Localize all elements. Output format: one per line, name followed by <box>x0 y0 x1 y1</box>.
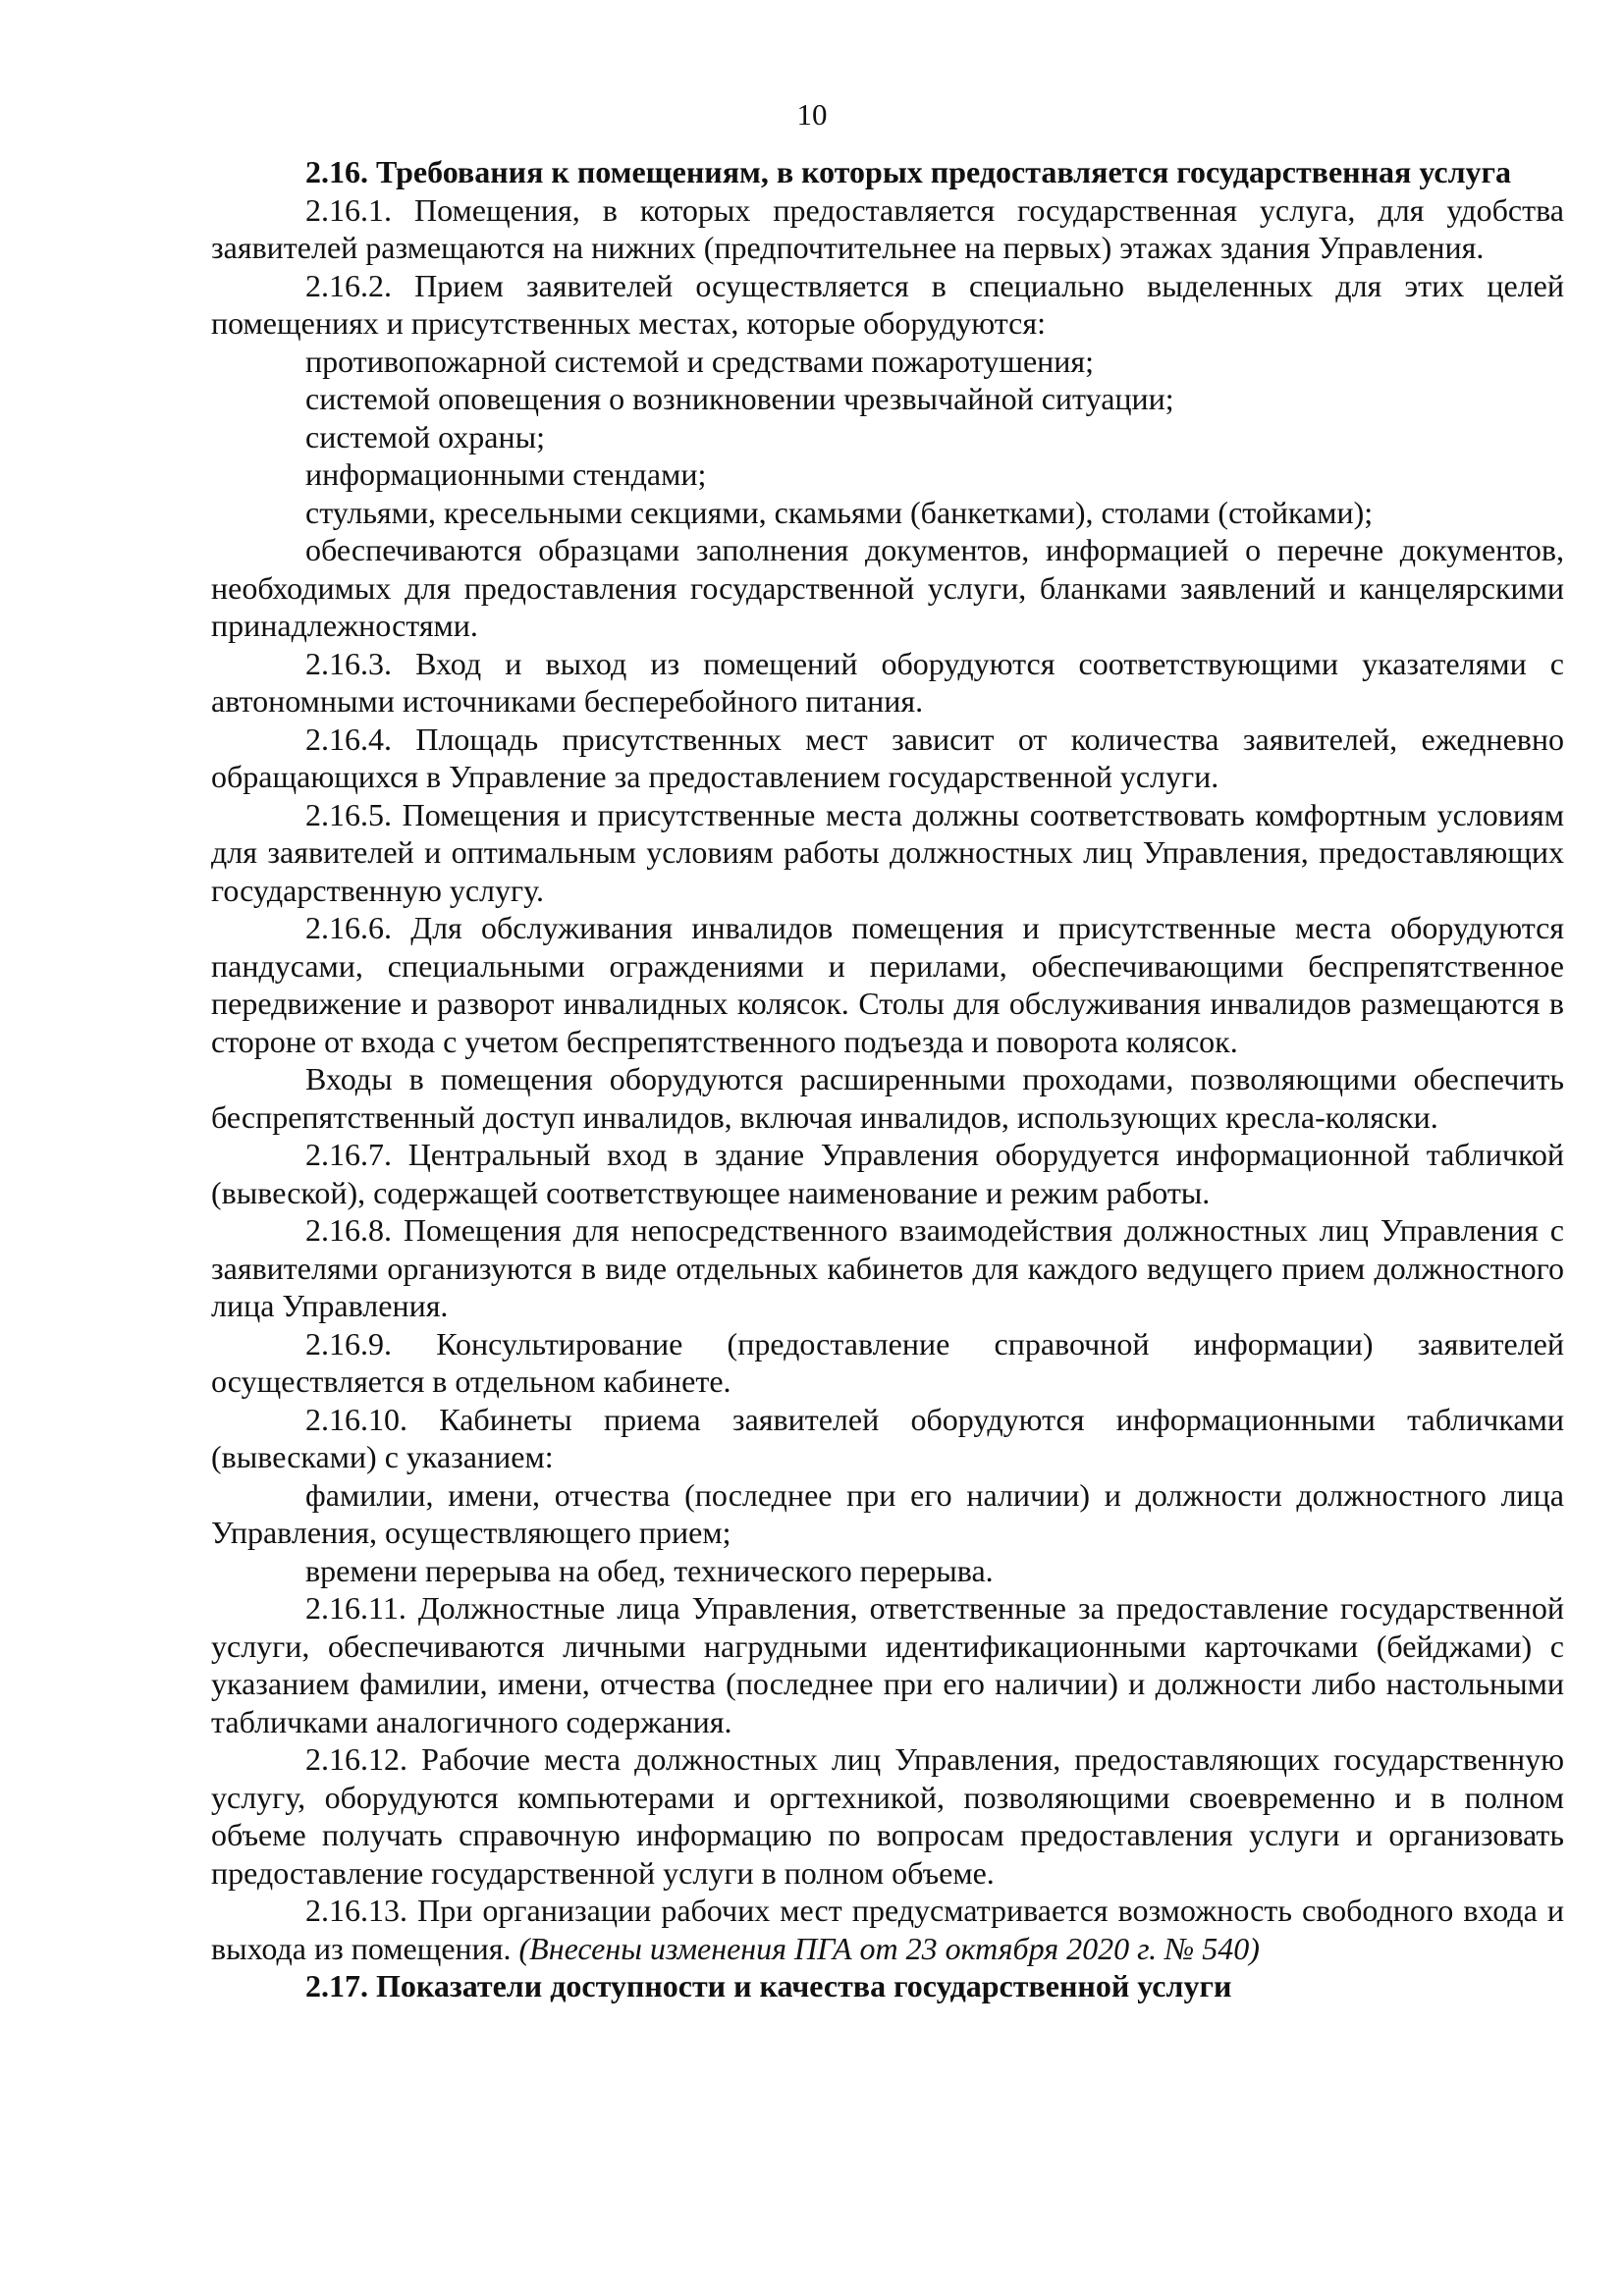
list-item-info-stands: информационными стендами; <box>305 456 707 492</box>
page-number: 10 <box>796 97 828 132</box>
paragraph-2-16-6-entrances: Входы в помещения оборудуются расширенными проходами, позволяющими обеспечить беспрепятственный доступ инвалидов, включая инвалидов, использующих кресла-коляски. <box>211 1061 1564 1135</box>
paragraph-2-16-12: 2.16.12. Рабочие места должностных лиц Управления, предоставляющих государственную услугу, оборудуются компьютерами и оргтехникой, позволяющими своевременно и в полном объеме получать справочную информацию по вопросам предоставления услуги и организовать предоставление государственной услуги в полном объеме. <box>211 1741 1564 1891</box>
list-item-fire-system: противопожарной системой и средствами пожаротушения; <box>305 343 1095 379</box>
paragraph-2-16-6: 2.16.6. Для обслуживания инвалидов помещения и присутственные места оборудуются пандусами, специальными ограждениями и перилами, обеспечивающими беспрепятственное передвижение и разворот инвалидных колясок. Столы для обслуживания инвалидов размещаются в стороне от входа с учетом беспрепятственного подъезда и поворота колясок. <box>211 910 1564 1059</box>
paragraph-2-16-10: 2.16.10. Кабинеты приема заявителей оборудуются информационными табличками (вывесками) с указанием: <box>211 1401 1564 1474</box>
section-heading-2-16: 2.16. Требования к помещениям, в которых предоставляется государственная услуга <box>305 154 1512 189</box>
paragraph-2-16-3: 2.16.3. Вход и выход из помещений оборудуются соответствующими указателями с автономными источниками бесперебойного питания. <box>211 645 1564 719</box>
paragraph-2-16-9: 2.16.9. Консультирование (предоставление справочной информации) заявителей осуществляется в отдельном кабинете. <box>211 1325 1564 1399</box>
paragraph-2-16-13 <box>211 1892 1564 1967</box>
list-item-security-system: системой охраны; <box>305 418 546 454</box>
paragraph-2-16-8: 2.16.8. Помещения для непосредственного взаимодействия должностных лиц Управления с заявителями организуются в виде отдельных кабинетов для каждого ведущего прием должностного лица Управления. <box>211 1212 1564 1323</box>
document-body <box>211 153 1564 2005</box>
paragraph-2-16-2: 2.16.2. Прием заявителей осуществляется в специально выделенных для этих целей помещениях и присутственных местах, которые оборудуются: <box>211 267 1564 341</box>
paragraph-2-16-11: 2.16.11. Должностные лица Управления, ответственные за предоставление государственной услуги, обеспечиваются личными нагрудными идентификационными карточками (бейджами) с указанием фамилии, имени, отчества (последнее при его наличии) и должности либо настольными табличками аналогичного содержания. <box>211 1590 1564 1739</box>
paragraph-2-16-13-text: 2.16.13. При организации рабочих мест предусматривается возможность свободного входа и выхода из помещения. <box>211 1893 1564 1966</box>
paragraph-2-16-5: 2.16.5. Помещения и присутственные места должны соответствовать комфортным условиям для заявителей и оптимальным условиям работы должностных лиц Управления, предоставляющих государственную услугу. <box>211 796 1564 908</box>
list-item-furniture: стульями, кресельными секциями, скамьями (банкетками), столами (стойками); <box>305 494 1374 530</box>
paragraph-2-16-1: 2.16.1. Помещения, в которых предоставляется государственная услуга, для удобства заявителей размещаются на нижних (предпочтительнее на первых) этажах здания Управления. <box>211 191 1564 265</box>
list-item-break-time: времени перерыва на обед, технического перерыва. <box>305 1552 994 1588</box>
section-heading-2-17: 2.17. Показатели доступности и качества государственной услуги <box>305 1968 1232 2003</box>
paragraph-2-16-7: 2.16.7. Центральный вход в здание Управления оборудуется информационной табличкой (вывеской), содержащей соответствующее наименование и режим работы. <box>211 1137 1564 1210</box>
amendment-note: (Внесены изменения ПГА от 23 октября 2020 г. № 540) <box>518 1930 1260 1966</box>
list-item-emergency-alert: системой оповещения о возникновении чрезвычайной ситуации; <box>305 381 1174 416</box>
list-item-document-samples: обеспечиваются образцами заполнения документов, информацией о перечне документов, необходимых для предоставления государственной услуги, бланками заявлений и канцелярскими принадлежностями. <box>211 532 1564 643</box>
list-item-name-position: фамилии, имени, отчества (последнее при его наличии) и должности должностного лица Управления, осуществляющего прием; <box>211 1476 1564 1550</box>
paragraph-2-16-4: 2.16.4. Площадь присутственных мест зависит от количества заявителей, ежедневно обращающихся в Управление за предоставлением государственной услуги. <box>211 721 1564 794</box>
